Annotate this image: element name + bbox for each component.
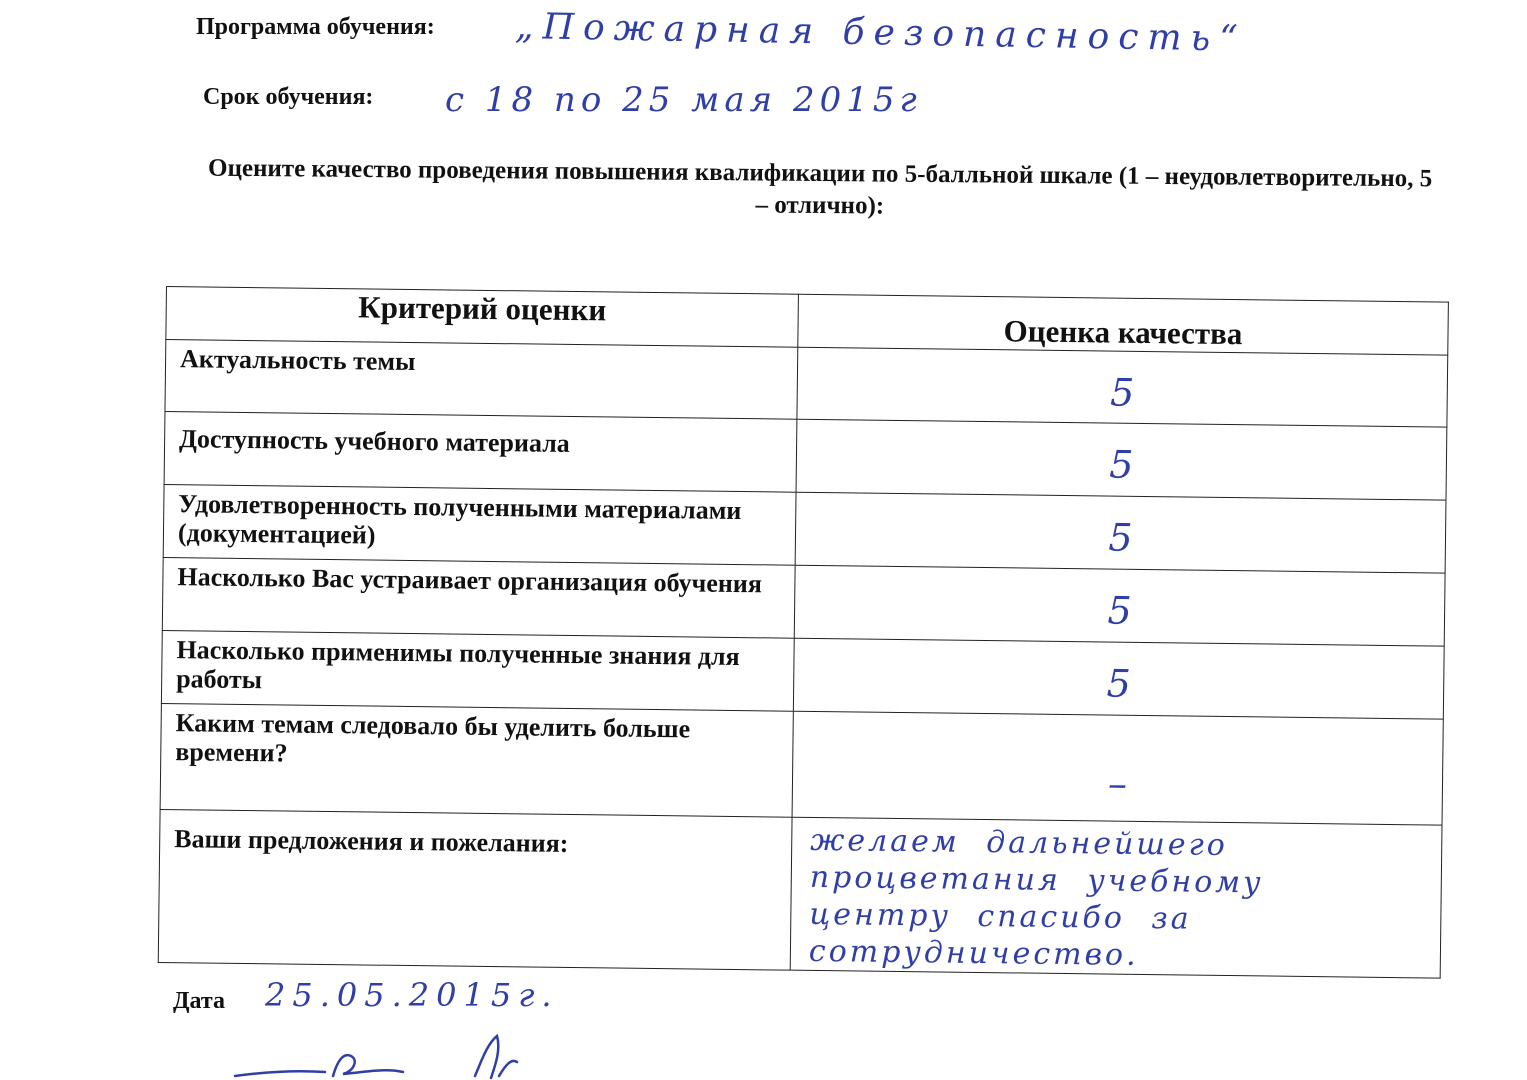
term-label: Срок обучения:: [203, 84, 374, 110]
program-value: „Пожарная безопасность“: [514, 6, 1247, 60]
signature-icon: [225, 1032, 565, 1080]
criterion-cell: Каким темам следовало бы уделить больше времени?: [160, 703, 793, 817]
criterion-cell: Ваши предложения и пожелания:: [158, 809, 792, 970]
table-row: [160, 703, 1443, 825]
criterion-header: Критерий оценки: [166, 287, 799, 348]
quality-header: Оценка качества: [798, 294, 1449, 355]
criterion-cell: Насколько применимы полученные знания для работы: [161, 630, 794, 711]
score-cell: –: [792, 711, 1443, 825]
score-cell: 5: [794, 565, 1445, 646]
score-cell: 5: [795, 492, 1446, 573]
term-value: с 18 по 25 мая 2015г: [445, 80, 922, 120]
date-value: 25.05.2015г.: [265, 976, 559, 1014]
criterion-cell: Актуальность темы: [165, 340, 798, 420]
comment-cell: желаем дальнейшего процветания учебному центру спасибо за сотрудничество.: [790, 817, 1442, 978]
score-cell: 5: [797, 347, 1448, 427]
program-label: Программа обучения:: [196, 14, 435, 40]
score-cell: 5: [796, 419, 1447, 500]
instruction-text: Оцените качество проведения повышения квалификации по 5-балльной шкале (1 – неудовлетворительно, 5 – отлично):: [207, 154, 1433, 220]
score-cell: 5: [793, 638, 1444, 719]
evaluation-table: [158, 286, 1449, 979]
criterion-cell: Удовлетворенность полученными материалами (документацией): [163, 484, 796, 565]
criterion-cell: Доступность учебного материала: [164, 411, 797, 492]
criterion-cell: Насколько Вас устраивает организация обучения: [162, 557, 795, 638]
table-row: [158, 809, 1442, 978]
date-label: Дата: [173, 988, 225, 1014]
